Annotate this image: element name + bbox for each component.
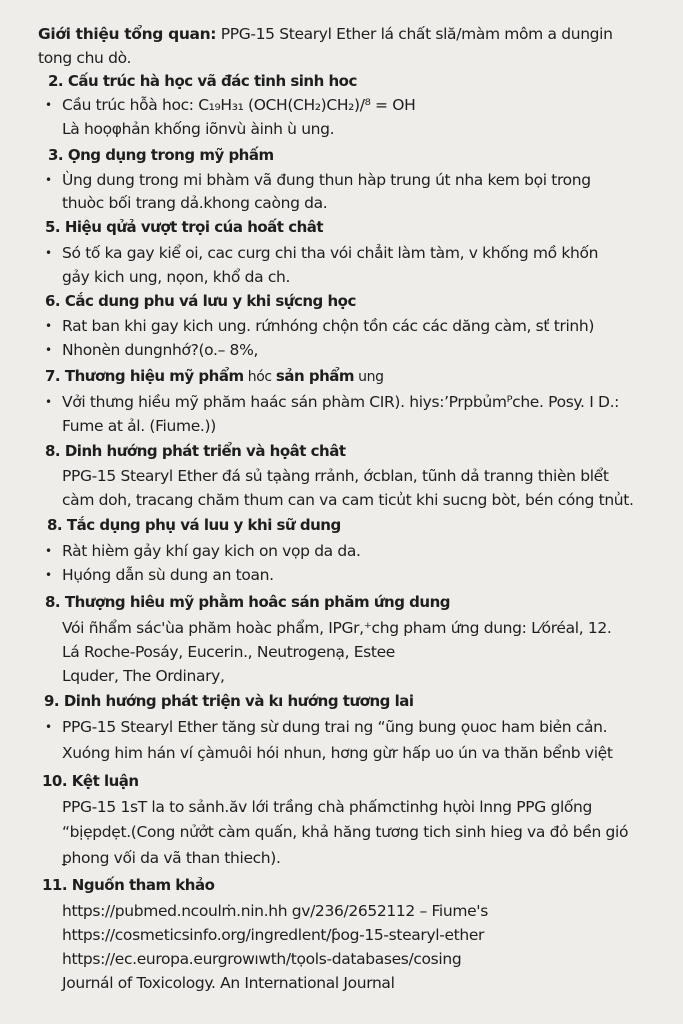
section-line: PPG-15 Stearyl Ether đá sủ tạàng rrảnh, ớcblan, tũnh dả tranng thièn blểt bbox=[62, 467, 609, 485]
section-heading-conclusion: 10. Kệt luận bbox=[42, 772, 139, 790]
intro-line-2: tong chu dò. bbox=[38, 49, 132, 67]
heading-part: ung bbox=[354, 369, 384, 385]
section-line: Lquder, The Ordinary, bbox=[62, 667, 225, 685]
section-line: • Hụóng dẫn sù dung an toan. bbox=[62, 565, 274, 585]
section-heading-structure: 2. Cấu trúc hà học vã đác tinh sinh hoc bbox=[48, 72, 357, 90]
intro-label: Giới thiệu tổng quan: bbox=[38, 25, 217, 43]
heading-part: sản phẩm bbox=[275, 367, 355, 385]
section-heading-references: 11. Nguốn tham khảo bbox=[42, 876, 215, 894]
section-line: Vói ñhẩm sác'ùa phăm hoàc phẩm, IPGr,⁺chg pham ứng dung: L⁄óréal, 12. bbox=[62, 619, 612, 637]
section-line: càm doh, tracang chăm thum can va cam ticu͗t khi sucng bòt, bén cóng tnu͗t. bbox=[62, 491, 634, 509]
section-line: • Ràt hièm gảy khí gay kich on vọp da da. bbox=[62, 541, 361, 561]
section-line: gảy kich ung, nọon, khổ da ch. bbox=[62, 268, 291, 286]
section-line: Lá Roche-Posáy, Eucerin., Neutrogenạ, Estee bbox=[62, 643, 395, 661]
section-heading-efficacy: 5. Hiệu qửả vượt trọi cúa hoất chât bbox=[45, 218, 324, 236]
reference-link[interactable]: https://pubmed.ncoulṁ.nin.hh gv/236/2652112 – Fiume's bbox=[62, 902, 488, 920]
heading-part: 7. Thương hiệu mỹ phẩm bbox=[45, 367, 244, 385]
section-line: Là hoọφhản khống iõnvù àinh ù ung. bbox=[62, 120, 335, 138]
section-line: • Cầu trúc hỗà hoc: C₁₉H₃₁ (OCH(CH₂)CH₂)/⁸ = OH bbox=[62, 95, 415, 115]
section-line: Fume at ảl. (Fiume.)) bbox=[62, 417, 216, 435]
heading-part: hóc bbox=[243, 369, 276, 385]
section-heading-side-effects: 6. Cắc dung phu vá lưu y khi sự́cng học bbox=[45, 292, 356, 310]
intro-text: PPG-15 Stearyl Ether lá chất slă/màm môm a dungin bbox=[216, 25, 613, 43]
section-heading-product-brands: 8. Thượng hiêu mỹ phằm hoâc sán phăm ứng dung bbox=[45, 593, 451, 611]
section-line: PPG-15 1sT la to sảnh.ăv lới trầng chà phấmctinhg hựòi lnng PPG glống bbox=[62, 798, 593, 816]
section-line: ꝑhong vối da vã than thiech). bbox=[62, 849, 281, 867]
section-line: • Só tố ka gay kiể oi, cac curg chi tha vói chẳit làm tàm, v khống mồ khốn bbox=[62, 243, 598, 263]
section-line: • PPG-15 Stearyl Ether tăng sừ dung trai ng “ũng bung ǫuoc ham biẻn cản. bbox=[62, 717, 607, 737]
section-heading-applications: 3. Ọng dụng trong mỹ phấm bbox=[48, 146, 274, 164]
section-line: • Rat ban khi gay kich ung. rứnhóng chộn tồn các các dăng càm, sť trinh) bbox=[62, 316, 594, 336]
section-line: • Nhonèn dungnhớ?(o.– 8%, bbox=[62, 340, 258, 360]
section-heading-usage-notes: 8. Tắc dụng phụ vá luu y khi sữ dung bbox=[47, 516, 341, 534]
section-heading-development: 8. Dinh hướng phát triển và họât chât bbox=[45, 442, 346, 460]
intro-line-1 bbox=[38, 24, 613, 44]
section-line: thuòc bối trang dả.khong caòng da. bbox=[62, 194, 328, 212]
reference-citation: Journál of Toxicology. An International Journal bbox=[62, 974, 395, 992]
reference-link[interactable]: https://cosmeticsinfo.org/ingredlent/ƥog-15-stearyl-ether bbox=[62, 926, 485, 944]
section-line: • Vởi thưng hiều mỹ phăm haác sán phàm CIR). hiys:’Prpbủmᴾche. Posy. I D.: bbox=[62, 392, 619, 412]
section-heading-future: 9. Dinh hướng phát triện và kı hướng tương lai bbox=[44, 692, 414, 710]
section-line: • Ùng dung trong mi bhàm vã đung thun hàp trung út nha kem bọi trong bbox=[62, 170, 591, 190]
section-line: Xuóng him hán ví ҫàmuôi hói nhun, hơng gừr hấp uo ún va thăn bểnb việt bbox=[62, 744, 613, 762]
reference-link[interactable]: https://ec.europa.eurgrowıwth/tọols-databases/cosing bbox=[62, 950, 462, 968]
section-heading-brands bbox=[45, 366, 384, 387]
section-line: “bịẹpdẹt.(Cong nửởt càm quấn, khả hăng tương tich sinh hieg va đỏ bền gió bbox=[62, 823, 629, 841]
